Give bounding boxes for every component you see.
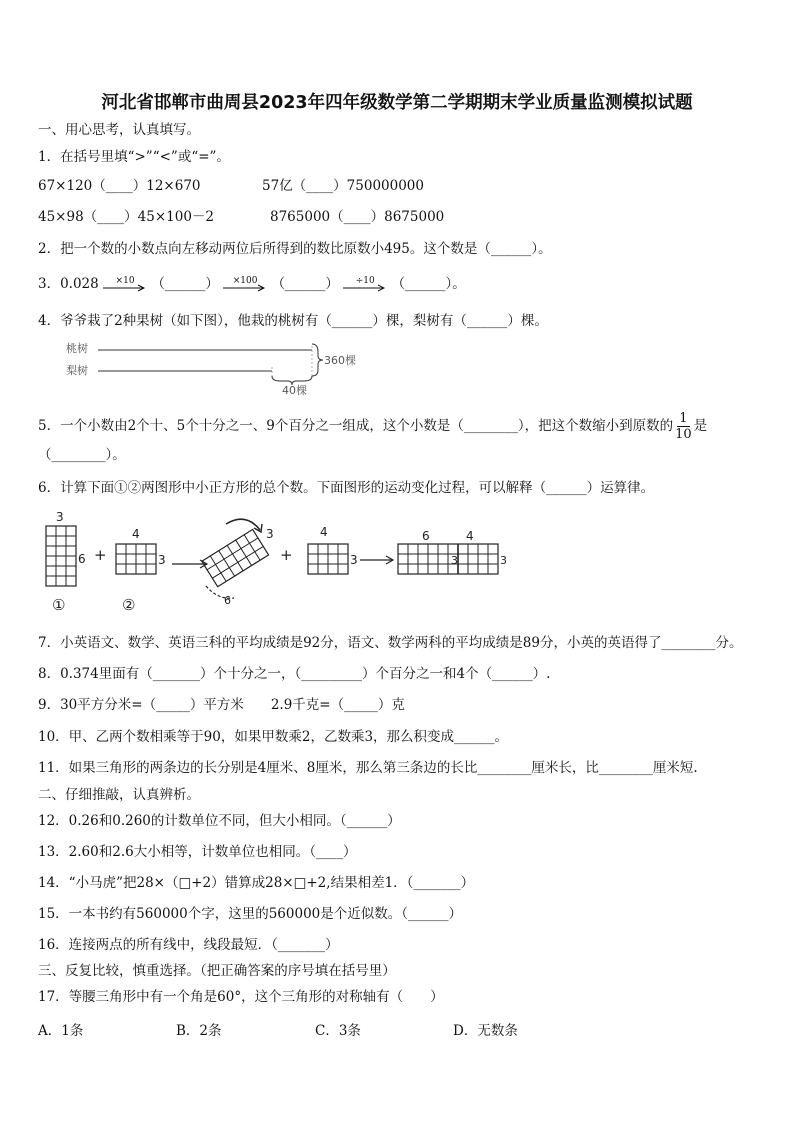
choice-d: D．无数条: [453, 1023, 518, 1039]
arrow-times-10: [103, 276, 147, 294]
question-16: 16．连接两点的所有线中，线段最短．（_______）: [38, 937, 339, 953]
question-3-end: 。: [452, 276, 466, 292]
figure-1-grid: [46, 510, 86, 614]
question-7: 7．小英语文、数学、英语三科的平均成绩是92分，语文、数学两科的平均成绩是89分，小英的英语得了________分。: [38, 635, 743, 651]
fruit-tree-diagram: [60, 338, 380, 396]
question-14: 14．“小马虎”把28×（□+2）错算成28×□+2,结果相差1．（_______）: [38, 875, 475, 891]
question-2: 2．把一个数的小数点向左移动两位后所得到的数比原数小495。这个数是（______）。: [38, 241, 552, 257]
transform-arrow-2: [360, 556, 393, 564]
arrow-label-3: ÷10: [355, 275, 375, 286]
figure-4-top-label: 4: [320, 525, 328, 539]
question-5-line-2: （________）。: [38, 447, 126, 463]
question-1a: 67×120（____）12×670: [38, 178, 201, 194]
answer-blank-1: （______）: [151, 276, 219, 292]
rotated-side-label: 3: [266, 527, 274, 541]
question-1b: 57亿（____）750000000: [262, 178, 424, 194]
section-2-heading: 二、仔细推敲，认真辨析。: [38, 787, 200, 803]
figure-2-side-label: 3: [158, 553, 166, 567]
combined-end-label: 3: [500, 554, 507, 567]
figure-2-mark: ②: [122, 596, 136, 614]
combined-top-right-label: 4: [466, 529, 474, 543]
figure-1-mark: ①: [52, 596, 66, 614]
answer-blank-3: （______）: [391, 276, 453, 292]
question-15: 15．一本书约有560000个字，这里的560000是个近似数。（______）: [38, 906, 462, 922]
fraction-denominator: 10: [675, 427, 692, 442]
arrow-times-100: [223, 276, 267, 294]
figure-4-side-label: 3: [350, 553, 358, 567]
question-5-suffix: 是: [693, 418, 708, 434]
combined-middle-label: 3: [451, 554, 458, 567]
figure-2-top-label: 4: [132, 527, 140, 541]
choice-c: C．3条: [315, 1023, 361, 1039]
figure-4-grid: [308, 525, 358, 574]
label-peach: 桃树: [66, 342, 88, 355]
question-10: 10．甲、乙两个数相乘等于90，如果甲数乘2，乙数乘3，那么积变成______。: [38, 729, 509, 745]
plus-sign-1: +: [94, 546, 107, 564]
question-1c: 45×98（____）45×100－2: [38, 209, 215, 225]
fraction-one-tenth: [675, 411, 692, 442]
question-8: 8．0.374里面有（_______）个十分之一，（_________）个百分之一和4个（______）.: [38, 666, 551, 682]
answer-blank-2: （______）: [271, 276, 339, 292]
page-title: 河北省邯郸市曲周县2023年四年级数学第二学期期末学业质量监测模拟试题: [101, 93, 693, 113]
question-5: [38, 411, 707, 442]
figure-1-side-label: 6: [78, 552, 86, 566]
question-3: [38, 275, 466, 294]
question-17: 17．等腰三角形中有一个角是60°，这个三角形的对称轴有（ ）: [38, 989, 444, 1005]
question-3-start: 3．0.028: [38, 276, 99, 292]
square-arrangement-figure: [38, 508, 508, 616]
question-13: 13．2.60和2.6大小相等，计数单位也相同。（____）: [38, 844, 357, 860]
label-pear: 梨树: [66, 364, 88, 377]
question-1d: 8765000（____）8675000: [270, 209, 445, 225]
question-5-text: 5．一个小数由2个十、5个十分之一、9个百分之一组成，这个小数是（________），把这个数缩小到原数的: [38, 418, 674, 434]
combined-grid: [398, 529, 507, 574]
question-9: 9．30平方分米=（_____）平方米 2.9千克=（_____）克: [38, 697, 405, 713]
arrow-label-2: ×100: [232, 275, 258, 286]
plus-sign-2: +: [280, 546, 293, 564]
question-6: 6．计算下面①②两图形中小正方形的总个数。下面图形的运动变化过程，可以解释（______）运算律。: [38, 480, 655, 496]
question-4: 4．爷爷栽了2种果树（如下图），他栽的桃树有（______）棵，梨树有（______）棵。: [38, 313, 548, 329]
question-1: 1．在括号里填“>”“<”或“=”。: [38, 149, 230, 165]
rotated-bottom-label: 6: [224, 594, 231, 607]
figure-2-grid: [116, 527, 166, 614]
choice-a: A．1条: [38, 1023, 84, 1039]
total-label: 360棵: [324, 354, 356, 367]
section-1-heading: 一、用心思考，认真填写。: [38, 122, 200, 138]
question-11: 11．如果三角形的两条边的长分别是4厘米、8厘米，那么第三条边的长比________厘米长，比________厘米短.: [38, 760, 698, 776]
section-3-heading: 三、反复比较，慎重选择。（把正确答案的序号填在括号里）: [38, 963, 396, 979]
fraction-numerator: 1: [679, 411, 688, 426]
combined-top-left-label: 6: [422, 529, 430, 543]
difference-label: 40棵: [282, 384, 307, 396]
arrow-label-1: ×10: [115, 275, 135, 286]
question-12: 12．0.26和0.260的计数单位不同，但大小相同。（______）: [38, 813, 401, 829]
rotated-grid: [202, 529, 269, 586]
figure-1-top-label: 3: [56, 510, 64, 524]
arrow-divide-10: [343, 276, 387, 294]
choice-b: B．2条: [176, 1023, 222, 1039]
